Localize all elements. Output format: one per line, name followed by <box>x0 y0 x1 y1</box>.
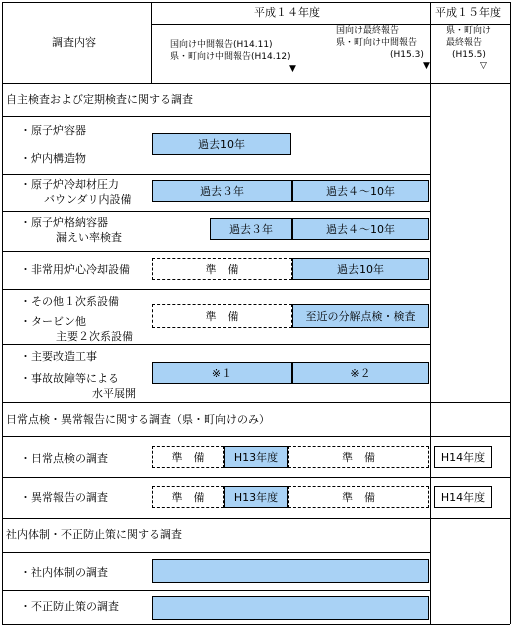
row6-label-a: ・主要改造工事 <box>20 350 97 363</box>
milestone1-marker-icon: ▼ <box>289 64 296 74</box>
row7-bar: H13年度 <box>224 446 288 468</box>
milestone2-line3: (H15.3) <box>390 50 424 60</box>
row2-bar1: 過去３年 <box>152 180 292 202</box>
section2-title-line <box>2 436 510 437</box>
row-line-10 <box>2 590 430 591</box>
milestone3-marker-icon: ▽ <box>480 61 487 71</box>
milestone3-line3: (H15.5) <box>452 50 486 60</box>
row6-label-b: ・事故故障等による <box>20 372 119 385</box>
left-border <box>2 2 3 624</box>
row4-label: ・非常用炉心冷却設備 <box>20 263 130 276</box>
milestone2-line1: 国向け最終報告 <box>336 26 400 36</box>
row1-bar: 過去10年 <box>152 133 291 155</box>
section3-title-line <box>2 552 430 553</box>
section2-title: 日常点検・異常報告に関する調査（県・町向けのみ） <box>6 413 270 426</box>
milestone2-line2: 県・町向け中間報告 <box>336 38 418 48</box>
row5-bar: 至近の分解点検・検査 <box>292 304 429 328</box>
right-border <box>510 2 511 624</box>
content-header: 調査内容 <box>52 36 96 49</box>
section3-top-line <box>2 518 510 519</box>
row7-prep2: 準 備 <box>288 446 429 468</box>
fy15-header: 平成１５年度 <box>435 6 501 19</box>
row5-label-b: ・タービン他 <box>20 315 86 328</box>
milestone1-line2: 県・町向け中間報告(H14.12) <box>170 52 291 62</box>
row4-prep: 準 備 <box>152 258 292 280</box>
fy-divider-line <box>151 24 510 25</box>
row9-bar <box>152 559 429 583</box>
content-col-divider <box>151 2 152 83</box>
row5-label-c: 主要２次系設備 <box>56 330 133 343</box>
fy14-header: 平成１４年度 <box>254 6 320 19</box>
row-line-3 <box>2 211 430 212</box>
row1-label-b: ・炉内構造物 <box>20 152 86 165</box>
row1-label-a: ・原子炉容器 <box>20 124 86 137</box>
milestone3-line1: 県・町向け <box>446 26 492 36</box>
row8-bar: H13年度 <box>224 486 288 508</box>
row3-bar2: 過去４～10年 <box>292 218 429 240</box>
row-line-5 <box>2 289 430 290</box>
row3-label-b: 漏えい率検査 <box>56 231 122 244</box>
row10-bar <box>152 596 429 620</box>
section1-title: 自主検査および定期検査に関する調査 <box>6 93 193 106</box>
fy15-col-divider <box>430 2 431 624</box>
milestone1-line1: 国向け中間報告(H14.11) <box>170 40 273 50</box>
row8-label: ・異常報告の調査 <box>20 491 108 504</box>
section2-top-line <box>2 402 510 403</box>
row-line-8 <box>2 477 510 478</box>
row6-label-c: 水平展開 <box>92 387 136 400</box>
row8-h14-box: H14年度 <box>434 486 492 508</box>
row5-prep: 準 備 <box>152 304 292 328</box>
row7-label: ・日常点検の調査 <box>20 452 108 465</box>
row6-bar1: ※１ <box>152 362 292 384</box>
row5-label-a: ・その他１次系設備 <box>20 295 119 308</box>
row2-label-b: バウンダリ内設備 <box>44 193 132 206</box>
row6-bar2: ※２ <box>292 362 429 384</box>
row-line-4 <box>2 251 430 252</box>
row4-bar: 過去10年 <box>292 258 429 280</box>
row7-prep1: 準 備 <box>152 446 224 468</box>
section3-title: 社内体制・不正防止策に関する調査 <box>6 528 182 541</box>
section1-title-line <box>2 116 430 117</box>
milestone3-line2: 最終報告 <box>446 38 483 48</box>
row8-prep2: 準 備 <box>288 486 429 508</box>
row3-bar1: 過去３年 <box>210 218 292 240</box>
top-border <box>2 2 510 3</box>
milestone2-marker-icon: ▼ <box>423 61 430 71</box>
row10-label: ・不正防止策の調査 <box>20 600 119 613</box>
row3-label-a: ・原子炉格納容器 <box>20 216 108 229</box>
row-line-6 <box>2 344 430 345</box>
row7-h14-box: H14年度 <box>434 446 492 468</box>
row-line-2 <box>2 174 430 175</box>
row8-prep1: 準 備 <box>152 486 224 508</box>
row2-label-a: ・原子炉冷却材圧力 <box>20 178 119 191</box>
row2-bar2: 過去４～10年 <box>292 180 429 202</box>
row9-label: ・社内体制の調査 <box>20 566 108 579</box>
bottom-border <box>2 624 510 625</box>
header-bottom-line <box>2 83 510 84</box>
